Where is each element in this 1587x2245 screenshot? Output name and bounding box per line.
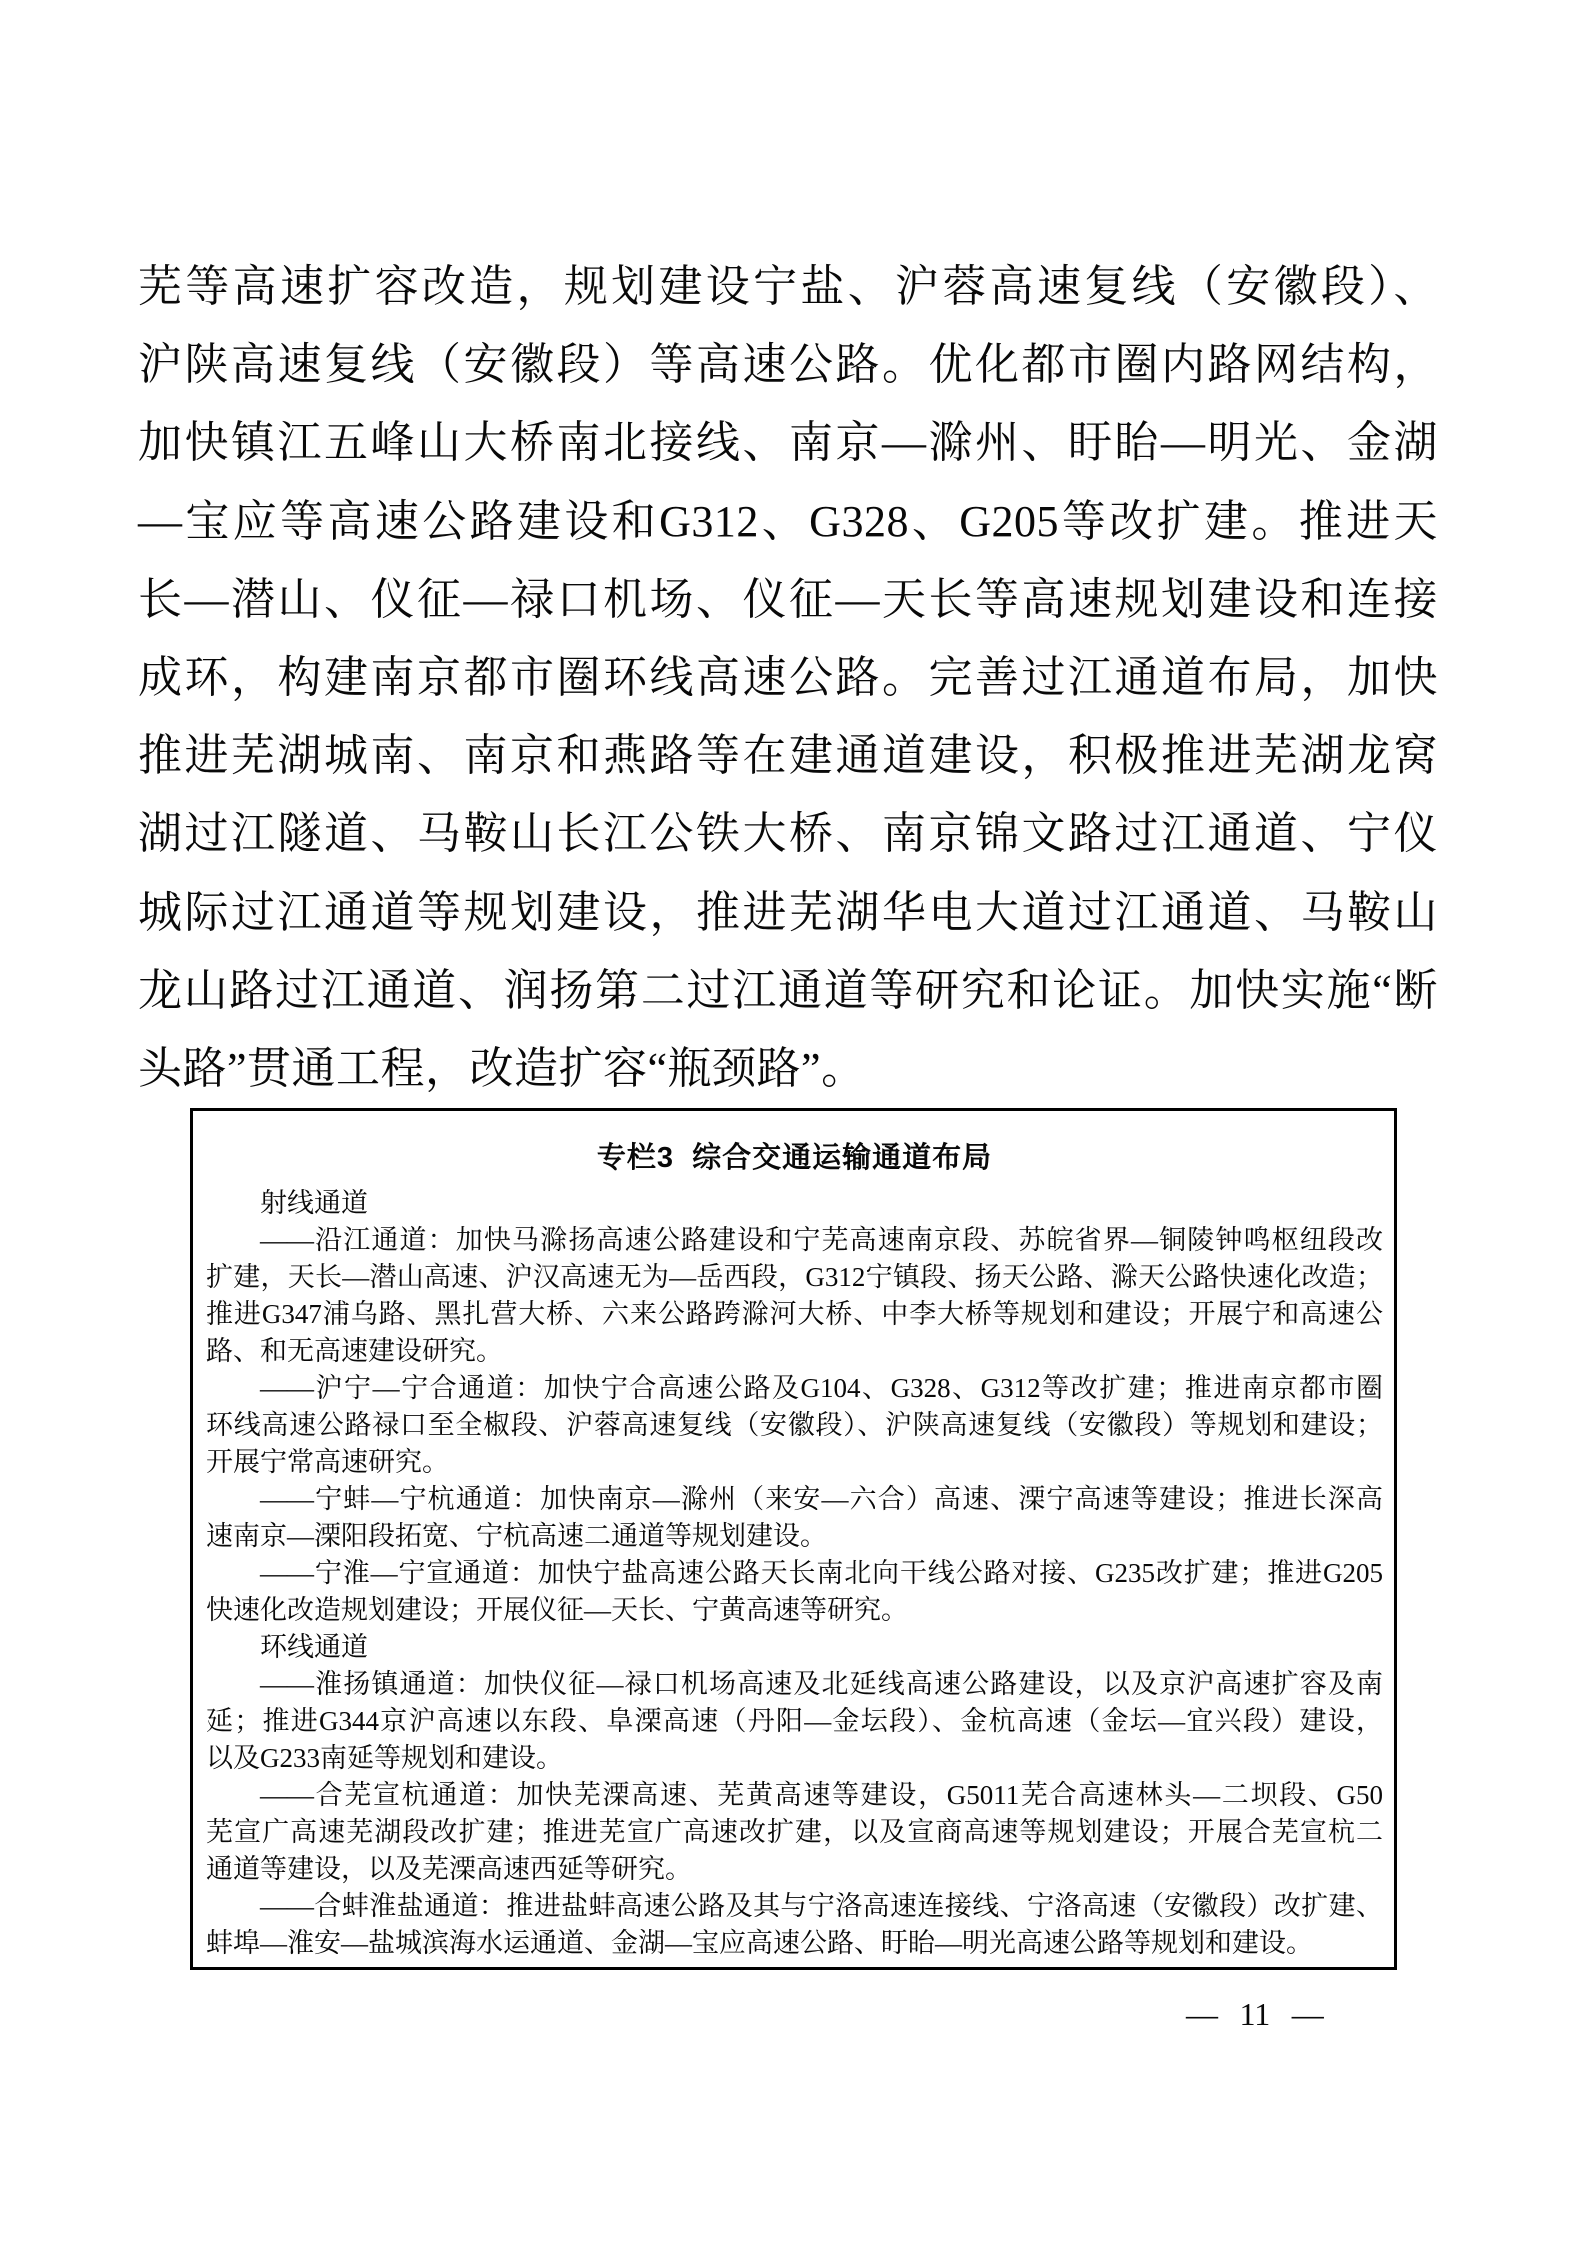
column-box-label: 专栏3 [596,1142,675,1174]
box-line: 速南京—溧阳段拓宽、宁杭高速二通道等规划建设。 [206,1521,827,1551]
body-line: 城际过江通道等规划建设，推进芜湖华电大道过江通道、马鞍山 [138,887,1438,937]
column-box-body [206,1185,1383,1962]
box-line: 开展宁常高速研究。 [206,1447,449,1477]
box-line: 蚌埠—淮安—盐城滨海水运通道、金湖—宝应高速公路、盱眙—明光高速公路等规划和建设。 [206,1928,1313,1958]
body-line: 头路”贯通工程，改造扩容“瓶颈路”。 [138,1044,866,1094]
box-line: 环线高速公路禄口至全椒段、沪蓉高速复线（安徽段）、沪陕高速复线（安徽段）等规划和建设； [206,1410,1383,1440]
body-line: 芜等高速扩容改造，规划建设宁盐、沪蓉高速复线（安徽段）、 [138,262,1438,311]
box-line: 延；推进G344京沪高速以东段、阜溧高速（丹阳—金坛段）、金杭高速（金坛—宜兴段）建设， [206,1706,1383,1736]
box-line: 射线通道 [260,1188,368,1218]
body-line: 成环，构建南京都市圈环线高速公路。完善过江通道布局，加快 [138,653,1438,703]
column-box [190,1108,1397,1970]
box-line: 路、和无高速建设研究。 [206,1336,503,1366]
box-line: 推进G347浦乌路、黑扎营大桥、六来公路跨滁河大桥、中李大桥等规划和建设；开展宁和高速公 [206,1299,1383,1329]
body-line: 推进芜湖城南、南京和燕路等在建通道建设，积极推进芜湖龙窝 [138,731,1438,781]
body-paragraph [138,248,1438,1108]
box-line: ——合蚌淮盐通道：推进盐蚌高速公路及其与宁洛高速连接线、宁洛高速（安徽段）改扩建、 [260,1891,1383,1921]
body-line: 加快镇江五峰山大桥南北接线、南京—滁州、盱眙—明光、金湖 [138,418,1438,468]
box-line: ——淮扬镇通道：加快仪征—禄口机场高速及北延线高速公路建设，以及京沪高速扩容及南 [260,1669,1383,1699]
box-line: ——沿江通道：加快马滁扬高速公路建设和宁芜高速南京段、苏皖省界—铜陵钟鸣枢纽段改 [260,1225,1383,1255]
box-line: ——沪宁—宁合通道：加快宁合高速公路及G104、G328、G312等改扩建；推进南京都市圈 [260,1373,1383,1403]
column-box-title-text: 综合交通运输通道布局 [692,1142,993,1174]
box-line: 芜宣广高速芜湖段改扩建；推进芜宣广高速改扩建，以及宣商高速等规划建设；开展合芜宣杭二 [206,1817,1383,1847]
body-line: 沪陕高速复线（安徽段）等高速公路。优化都市圈内路网结构， [138,340,1438,390]
box-line: ——宁蚌—宁杭通道：加快南京—滁州（来安—六合）高速、溧宁高速等建设；推进长深高 [260,1484,1383,1514]
box-line: 扩建，天长—潜山高速、沪汉高速无为—岳西段，G312宁镇段、扬天公路、滁天公路快速化改造； [206,1262,1383,1292]
body-line: 湖过江隧道、马鞍山长江公铁大桥、南京锦文路过江通道、宁仪 [138,809,1438,859]
body-line: 长—潜山、仪征—禄口机场、仪征—天长等高速规划建设和连接 [138,574,1438,624]
page-number: — 11 — [1186,1996,1324,2032]
box-line: ——合芜宣杭通道：加快芜溧高速、芜黄高速等建设，G5011芜合高速林头—二坝段、G50 [260,1780,1383,1810]
column-box-title [206,1137,1383,1179]
body-line: —宝应等高速公路建设和G312、G328、G205等改扩建。推进天 [138,496,1438,546]
box-line: ——宁淮—宁宣通道：加快宁盐高速公路天长南北向干线公路对接、G235改扩建；推进G205 [260,1558,1383,1588]
body-line: 龙山路过江通道、润扬第二过江通道等研究和论证。加快实施“断 [138,965,1438,1015]
box-line: 通道等建设，以及芜溧高速西延等研究。 [206,1854,692,1884]
box-line: 以及G233南延等规划和建设。 [206,1743,563,1773]
box-line: 环线通道 [260,1632,368,1662]
box-line: 快速化改造规划建设；开展仪征—天长、宁黄高速等研究。 [206,1595,908,1625]
